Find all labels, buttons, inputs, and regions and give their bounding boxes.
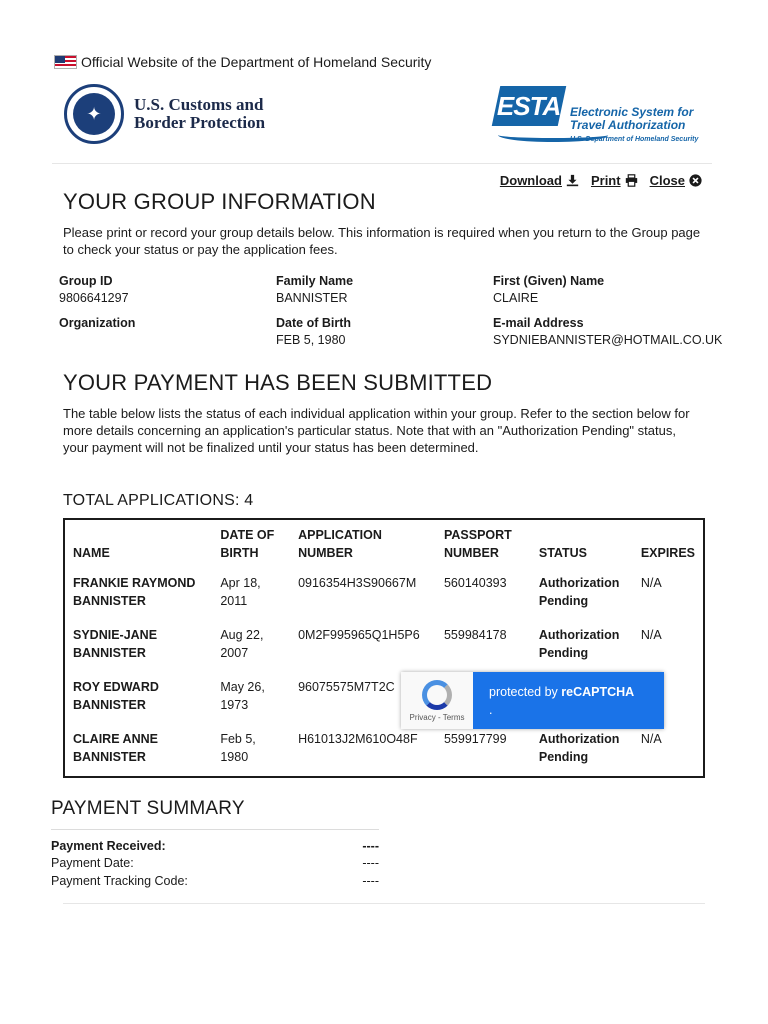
applicant-name: FRANKIE RAYMOND BANNISTER (73, 576, 196, 608)
applicant-dob: Aug 22, 2007 (220, 628, 264, 660)
recaptcha-icon (422, 680, 452, 710)
download-link[interactable] (500, 173, 579, 188)
download-label: Download (499, 173, 562, 188)
recaptcha-logo (401, 672, 473, 729)
payment-received-label: Payment Received: (51, 839, 166, 853)
close-circle-icon (689, 174, 702, 187)
applicant-dob: Apr 18, 2011 (220, 576, 261, 608)
esta-logo-subtitle: U.S. Department of Homeland Security (570, 136, 699, 143)
applicant-name: SYDNIE-JANE BANNISTER (73, 628, 158, 660)
group-info-description: Please print or record your group details below. This information is required when you return to the Group page to check your status or pay the application fees. (63, 225, 701, 257)
application-number: 0M2F995965Q1H5P6 (298, 628, 420, 642)
total-applications: TOTAL APPLICATIONS: 4 (63, 492, 254, 509)
applications-table (63, 518, 705, 778)
passport-number: 559917799 (443, 732, 507, 746)
applicant-dob: May 26, 1973 (220, 680, 265, 712)
organization-field (59, 315, 135, 332)
print-link[interactable] (591, 173, 638, 188)
recaptcha-badge[interactable] (401, 672, 664, 729)
email-value: SYDNIEBANNISTER@HOTMAIL.CO.UK (493, 333, 723, 347)
email-field (493, 315, 722, 349)
expires-value: N/A (640, 732, 662, 746)
cbp-logo-text (134, 96, 265, 132)
dhs-seal-icon: ✦ (64, 84, 124, 144)
header-dob: DATE OF BIRTH (220, 528, 275, 560)
expires-value: N/A (640, 576, 662, 590)
payment-date-value: ---- (362, 856, 379, 870)
email-label: E-mail Address (493, 316, 584, 330)
passport-number: 560140393 (443, 576, 507, 590)
bottom-divider (63, 903, 705, 904)
first-name-field (493, 273, 604, 307)
table-row (65, 620, 703, 672)
expires-value: N/A (640, 628, 662, 642)
dob-value: FEB 5, 1980 (276, 333, 346, 347)
payment-tracking-value: ---- (362, 874, 379, 888)
recaptcha-privacy-terms[interactable]: Privacy - Terms (409, 712, 465, 722)
esta-logo-title: Electronic System for Travel Authorization (570, 105, 694, 132)
header-expires: EXPIRES (640, 546, 695, 560)
close-link[interactable] (650, 173, 702, 188)
group-id-field (59, 273, 129, 307)
cbp-logo-line2: Border Protection (134, 113, 266, 132)
page-actions (500, 173, 702, 188)
passport-number: 559984178 (443, 628, 507, 642)
group-id-value: 9806641297 (59, 291, 129, 305)
group-id-label: Group ID (59, 274, 113, 288)
organization-label: Organization (59, 316, 136, 330)
group-info-title: YOUR GROUP INFORMATION (63, 189, 376, 214)
family-name-value: BANNISTER (276, 291, 348, 305)
header-application-number: APPLICATION NUMBER (298, 528, 382, 560)
family-name-label: Family Name (276, 274, 354, 288)
payment-received-value: ---- (362, 839, 379, 853)
header (52, 82, 712, 164)
esta-logo[interactable] (496, 86, 704, 146)
payment-submitted-title: YOUR PAYMENT HAS BEEN SUBMITTED (63, 370, 493, 395)
applicant-name: ROY EDWARD BANNISTER (73, 680, 159, 712)
payment-summary-title: PAYMENT SUMMARY (51, 798, 245, 819)
dob-label: Date of Birth (276, 316, 351, 330)
payment-tracking-label: Payment Tracking Code: (51, 874, 188, 888)
application-number: 96075575M7T2C (298, 680, 395, 694)
dob-field (276, 315, 351, 349)
cbp-logo[interactable] (64, 84, 265, 144)
table-row (65, 724, 703, 776)
application-status: Authorization Pending (538, 732, 620, 764)
payment-tracking-row (51, 874, 379, 888)
payment-date-label: Payment Date: (51, 856, 134, 870)
esta-logo-mark: ESTA (492, 86, 567, 126)
payment-submitted-description: The table below lists the status of each individual application within your group. Refer to the section below for more details concerning an application's particular status. Note that with an "Authorization Pending" status, your payment will not be finalized until your status has been determined. (63, 406, 690, 455)
official-banner (54, 53, 431, 71)
payment-received-row (51, 839, 379, 853)
official-banner-text: Official Website of the Department of Homeland Security (81, 54, 432, 70)
first-name-value: CLAIRE (493, 291, 539, 305)
recaptcha-text: protected by reCAPTCHA . (473, 672, 664, 729)
applicant-dob: Feb 5, 1980 (220, 732, 256, 764)
printer-icon (625, 174, 638, 187)
application-number: 0916354H3S90667M (298, 576, 417, 590)
download-icon (566, 174, 579, 187)
table-row (65, 568, 703, 620)
applicant-name: CLAIRE ANNE BANNISTER (73, 732, 158, 764)
application-status: Authorization Pending (538, 576, 620, 608)
header-name: NAME (73, 546, 110, 560)
header-status: STATUS (538, 546, 588, 560)
application-number: H61013J2M610O48F (298, 732, 418, 746)
us-flag-icon (54, 55, 77, 69)
payment-summary-divider (51, 829, 379, 830)
close-label: Close (649, 173, 685, 188)
cbp-logo-line1: U.S. Customs and (134, 95, 264, 114)
table-header-row (65, 520, 703, 568)
family-name-field (276, 273, 353, 307)
payment-date-row (51, 856, 379, 870)
application-status: Authorization Pending (538, 628, 620, 660)
print-label: Print (590, 173, 621, 188)
header-passport-number: PASSPORT NUMBER (443, 528, 512, 560)
first-name-label: First (Given) Name (493, 274, 605, 288)
